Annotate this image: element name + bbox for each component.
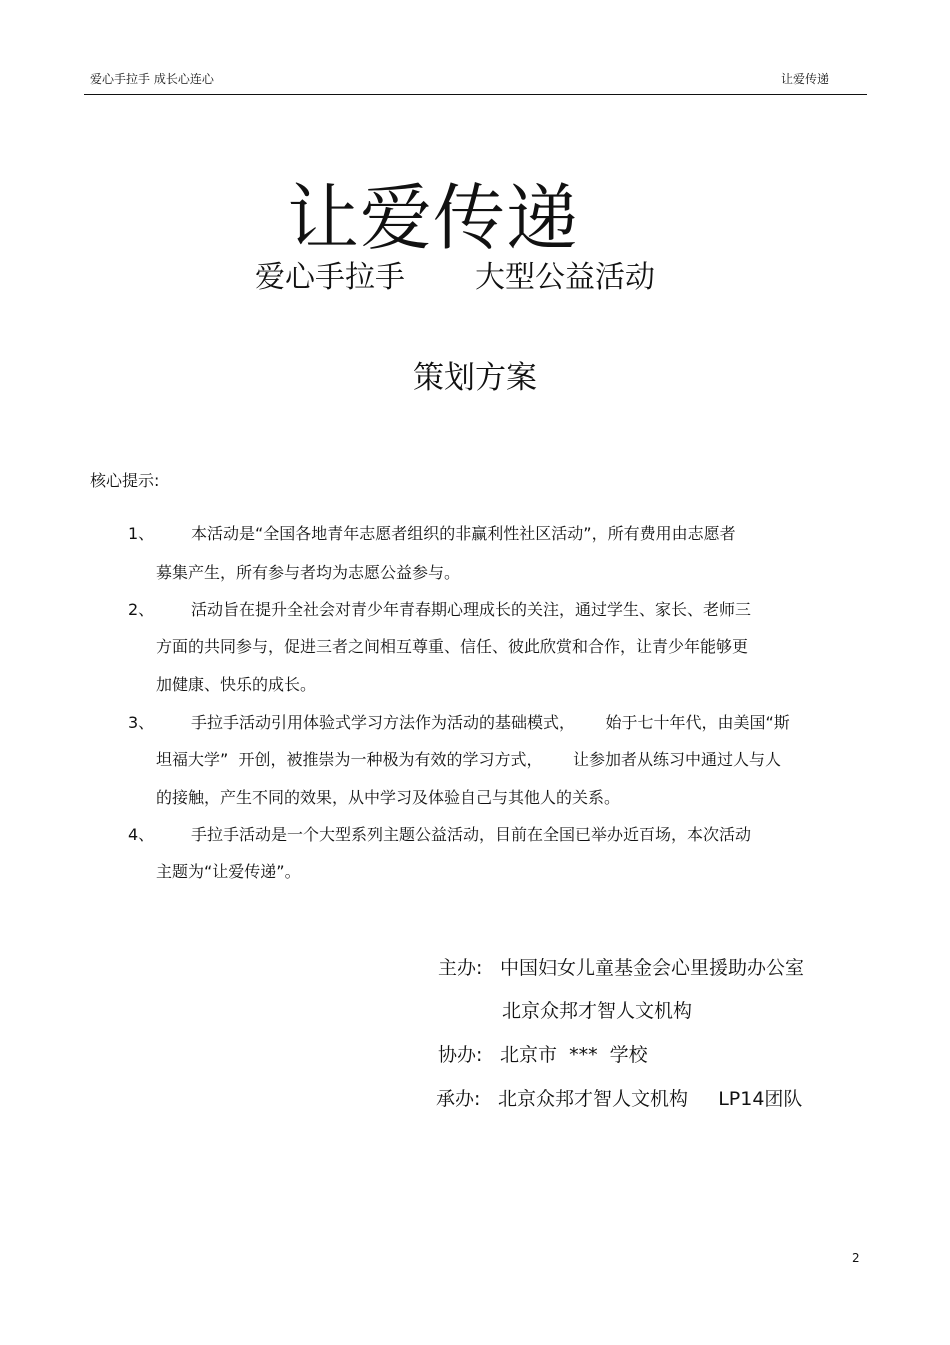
organizer-text: 北京众邦才智人文机构 LP14团队 <box>498 1088 803 1110</box>
item-number: 1、 <box>128 524 155 543</box>
item-number: 3、 <box>128 713 155 732</box>
item-line: 活动旨在提升全社会对青少年青春期心理成长的关注，通过学生、家长、老师三 <box>191 600 752 619</box>
item-line: 募集产生，所有参与者均为志愿公益参与。 <box>156 563 461 582</box>
item-number: 4、 <box>128 825 155 844</box>
item-line: 手拉手活动是一个大型系列主题公益活动，目前在全国已举办近百场，本次活动 <box>191 825 752 844</box>
core-label: 核心提示: <box>90 471 160 490</box>
host-label: 主办: <box>438 957 483 979</box>
item-line: 手拉手活动引用体验式学习方法作为活动的基础模式， 始于七十年代，由美国“斯 <box>191 713 790 732</box>
main-title: 让爱传递 <box>287 176 580 260</box>
header-right-text: 让爱传递 <box>780 72 829 86</box>
item-line: 本活动是“全国各地青年志愿者组织的非赢利性社区活动”，所有费用由志愿者 <box>191 524 736 543</box>
cohost-text: 北京市 *** 学校 <box>500 1044 648 1066</box>
page-number: 2 <box>852 1251 860 1265</box>
item-line: 主题为“让爱传递”。 <box>156 862 301 881</box>
item-number: 2、 <box>128 600 155 619</box>
header-left-text: 爱心手拉手 成长心连心 <box>90 72 214 86</box>
plan-heading: 策划方案 <box>413 360 537 396</box>
host-line1: 中国妇女儿童基金会心里援助办公室 <box>500 957 805 979</box>
subtitle-part2: 大型公益活动 <box>475 260 655 295</box>
subtitle <box>255 252 655 296</box>
host-line2: 北京众邦才智人文机构 <box>502 1000 693 1022</box>
cohost-label: 协办: <box>438 1044 483 1066</box>
item-line: 的接触，产生不同的效果，从中学习及体验自己与其他人的关系。 <box>156 788 621 807</box>
organizer-label: 承办: <box>436 1088 481 1110</box>
item-line: 坦福大学” 开创，被推崇为一种极为有效的学习方式， 让参加者从练习中通过人与人 <box>156 750 781 769</box>
subtitle-part1: 爱心手拉手 <box>255 260 405 295</box>
header-divider <box>84 94 867 95</box>
item-line: 方面的共同参与，促进三者之间相互尊重、信任、彼此欣赏和合作，让青少年能够更 <box>156 637 749 656</box>
item-line: 加健康、快乐的成长。 <box>156 675 317 694</box>
